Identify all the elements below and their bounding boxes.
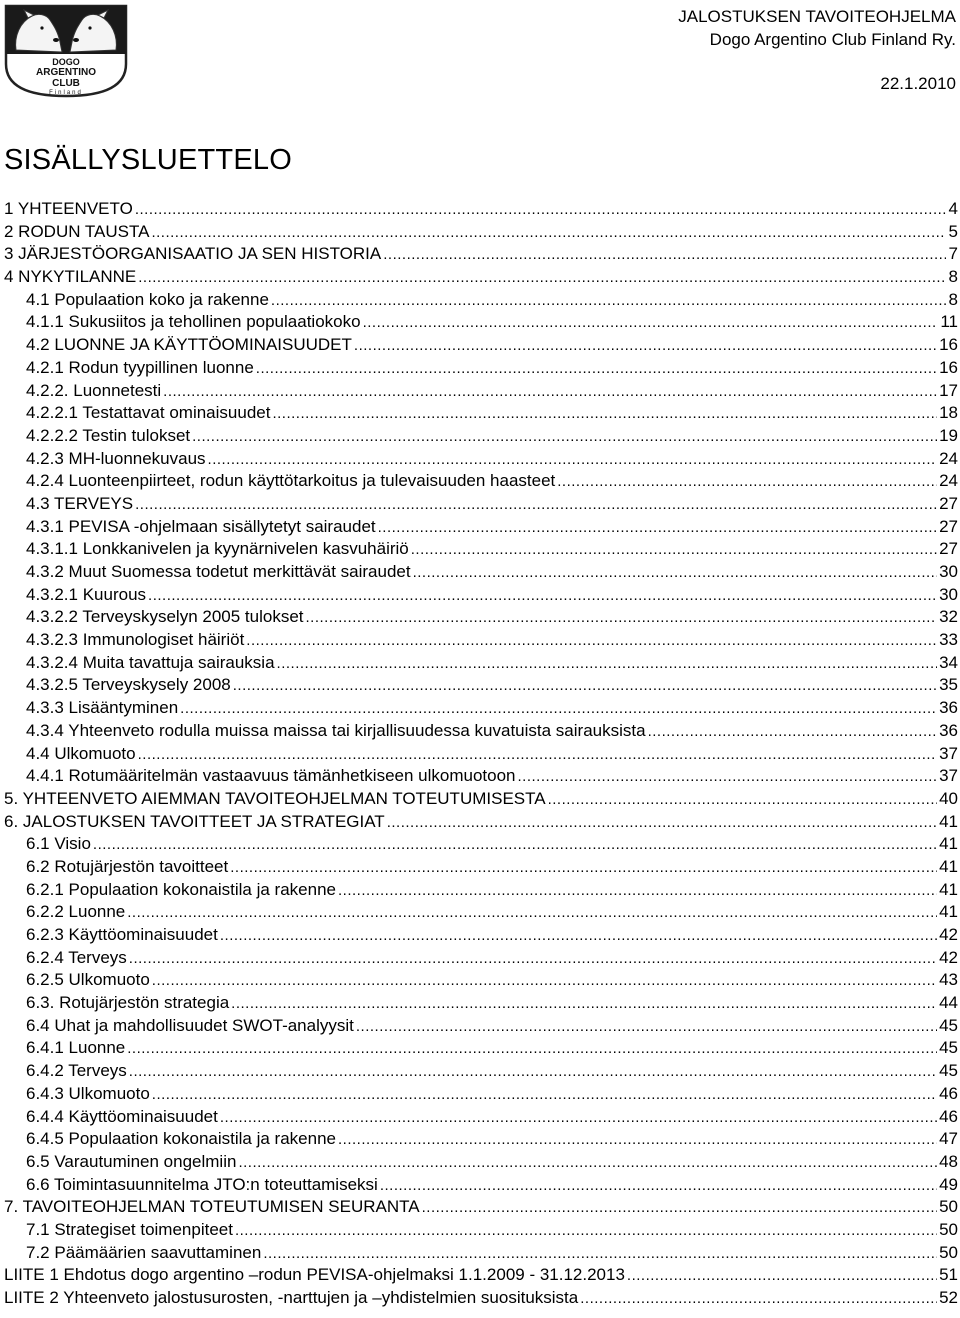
toc-entry-label: 4.2.3 MH-luonnekuvaus — [26, 448, 206, 468]
toc-entry-label: 4.1 Populaation koko ja rakenne — [26, 289, 269, 309]
toc-entry-label: 4.3.2.5 Terveyskysely 2008 — [26, 675, 231, 695]
toc-entry[interactable] — [4, 517, 958, 540]
toc-entry-label: 4.2.2.1 Testattavat ominaisuudet — [26, 403, 271, 423]
toc-dot-leader — [220, 1109, 937, 1126]
toc-entry-page: 34 — [939, 652, 958, 672]
toc-dot-leader — [387, 814, 937, 831]
toc-dot-leader — [413, 564, 937, 581]
toc-entry[interactable] — [4, 721, 958, 744]
toc-entry[interactable] — [4, 222, 958, 245]
toc-dot-leader — [380, 1177, 937, 1194]
toc-dot-leader — [129, 950, 937, 967]
toc-entry-label: 7. TAVOITEOHJELMAN TOTEUTUMISEN SEURANTA — [4, 1197, 420, 1217]
toc-dot-leader — [208, 451, 938, 468]
toc-entry[interactable] — [4, 948, 958, 971]
toc-dot-leader — [151, 224, 946, 241]
toc-entry[interactable] — [4, 993, 958, 1016]
toc-dot-leader — [163, 383, 937, 400]
toc-entry[interactable] — [4, 449, 958, 472]
toc-entry[interactable] — [4, 698, 958, 721]
toc-dot-leader — [648, 723, 938, 740]
toc-entry-label: 4.1.1 Sukusiitos ja tehollinen populaatiokoko — [26, 312, 361, 332]
toc-entry[interactable] — [4, 426, 958, 449]
toc-entry-page: 45 — [939, 1038, 958, 1058]
toc-entry-page: 42 — [939, 947, 958, 967]
toc-entry-page: 36 — [939, 698, 958, 718]
toc-entry-label: 6.4 Uhat ja mahdollisuudet SWOT-analyysit — [26, 1015, 354, 1035]
toc-dot-leader — [231, 995, 937, 1012]
toc-entry-page: 49 — [939, 1174, 958, 1194]
toc-dot-leader — [148, 587, 937, 604]
toc-entry[interactable] — [4, 403, 958, 426]
toc-entry-page: 30 — [939, 562, 958, 581]
toc-entry-page: 37 — [939, 743, 958, 763]
toc-entry-page: 24 — [939, 448, 958, 468]
toc-entry[interactable] — [4, 585, 958, 608]
toc-entry-page: 33 — [939, 630, 958, 650]
toc-dot-leader — [383, 246, 946, 263]
toc-entry-label: LIITE 2 Yhteenveto jalostusurosten, -narttujen ja –yhdistelmien suosituksista — [4, 1288, 579, 1307]
toc-dot-leader — [152, 972, 937, 989]
toc-entry-page: 24 — [939, 471, 958, 491]
toc-entry-page: 41 — [939, 856, 958, 876]
toc-entry-page: 37 — [939, 766, 958, 786]
header-title: JALOSTUKSEN TAVOITEOHJELMA — [678, 7, 956, 26]
toc-entry[interactable] — [4, 880, 958, 903]
toc-entry[interactable] — [4, 789, 958, 812]
club-logo-graphic — [2, 2, 130, 98]
toc-entry-page: 27 — [939, 493, 958, 513]
toc-entry[interactable] — [4, 1175, 958, 1198]
toc-dot-leader — [93, 836, 937, 853]
header-subtitle: Dogo Argentino Club Finland Ry. — [709, 30, 956, 49]
toc-dot-leader — [246, 632, 937, 649]
toc-dot-leader — [235, 1222, 937, 1239]
toc-entry[interactable] — [4, 607, 958, 630]
toc-dot-leader — [220, 927, 937, 944]
document-header — [678, 5, 956, 51]
toc-dot-leader — [356, 1018, 937, 1035]
toc-entry-page: 18 — [939, 403, 958, 423]
toc-entry-page: 41 — [939, 879, 958, 899]
toc-entry-label: 4 NYKYTILANNE — [4, 267, 137, 287]
toc-entry-page: 50 — [939, 1219, 958, 1239]
toc-dot-leader — [411, 541, 937, 558]
toc-entry-page: 41 — [939, 902, 958, 922]
toc-dot-leader — [272, 405, 937, 422]
toc-dot-leader — [548, 791, 937, 808]
logo-text-finland: Finland — [49, 90, 83, 96]
toc-entry-page: 40 — [939, 788, 958, 808]
toc-entry[interactable] — [4, 358, 958, 381]
toc-entry[interactable] — [4, 312, 958, 335]
logo-text-argentino: ARGENTINO — [36, 67, 96, 78]
toc-entry-page: 52 — [939, 1288, 958, 1307]
toc-entry-page: 48 — [939, 1151, 958, 1171]
toc-dot-leader — [338, 882, 937, 899]
toc-entry-page: 50 — [939, 1242, 958, 1262]
toc-entry-label: 4.3.3 Lisääntyminen — [26, 698, 179, 718]
toc-entry-page: 4 — [948, 199, 958, 218]
toc-entry-label: 6.5 Varautuminen ongelmiin — [26, 1151, 237, 1171]
toc-entry[interactable] — [4, 335, 958, 358]
toc-entry-label: 6.2 Rotujärjestön tavoitteet — [26, 856, 229, 876]
toc-entry[interactable] — [4, 653, 958, 676]
toc-entry-page: 19 — [939, 425, 958, 445]
toc-entry-label: 6.2.1 Populaation kokonaistila ja rakenne — [26, 879, 336, 899]
toc-entry-label: 6.2.3 Käyttöominaisuudet — [26, 925, 218, 944]
toc-entry-label: 6.4.3 Ulkomuoto — [26, 1083, 150, 1103]
toc-entry[interactable] — [4, 1084, 958, 1107]
toc-entry-label: 4.4.1 Rotumääritelmän vastaavuus tämänhetkiseen ulkomuotoon — [26, 766, 516, 786]
toc-entry-page: 46 — [939, 1083, 958, 1103]
toc-entry-label: 2 RODUN TAUSTA — [4, 221, 150, 241]
toc-dot-leader — [230, 859, 937, 876]
club-logo — [2, 2, 130, 98]
toc-entry[interactable] — [4, 1038, 958, 1061]
logo-text-dogo: DOGO — [52, 57, 80, 67]
toc-entry-label: 4.2.2.2 Testin tulokset — [26, 425, 191, 445]
toc-entry-page: 8 — [948, 267, 958, 287]
toc-dot-leader — [627, 1267, 937, 1284]
toc-entry-page: 27 — [939, 516, 958, 536]
toc-entry-page: 46 — [939, 1106, 958, 1126]
page-title: SISÄLLYSLUETTELO — [4, 144, 292, 176]
toc-dot-leader — [378, 519, 937, 536]
toc-dot-leader — [152, 1086, 937, 1103]
toc-entry[interactable] — [4, 494, 958, 517]
toc-entry-label: 4.3.1.1 Lonkkanivelen ja kyynärnivelen kasvuhäiriö — [26, 539, 409, 559]
toc-entry[interactable] — [4, 1243, 958, 1266]
toc-entry-page: 32 — [939, 607, 958, 627]
toc-dot-leader — [271, 292, 946, 309]
toc-dot-leader — [422, 1199, 937, 1216]
toc-entry-page: 43 — [939, 970, 958, 990]
toc-dot-leader — [363, 314, 939, 331]
toc-entry[interactable] — [4, 902, 958, 925]
toc-entry-label: 6.2.4 Terveys — [26, 947, 127, 967]
toc-entry-page: 45 — [939, 1061, 958, 1081]
toc-entry-page: 51 — [939, 1265, 958, 1285]
toc-dot-leader — [135, 496, 937, 513]
toc-entry[interactable] — [4, 244, 958, 267]
toc-entry-label: 4.2.4 Luonteenpiirteet, rodun käyttötarkoitus ja tulevaisuuden haasteet — [26, 471, 556, 491]
toc-dot-leader — [354, 337, 937, 354]
logo-text-club: CLUB — [52, 78, 80, 89]
toc-dot-leader — [135, 201, 946, 218]
toc-entry-label: 7.2 Päämäärien saavuttaminen — [26, 1242, 262, 1262]
toc-entry-label: 4.2 LUONNE JA KÄYTTÖOMINAISUUDET — [26, 335, 352, 355]
toc-entry-label: 6.6 Toimintasuunnitelma JTO:n toteuttamiseksi — [26, 1174, 378, 1194]
toc-entry-label: 6.1 Visio — [26, 834, 91, 854]
toc-entry[interactable] — [4, 1288, 958, 1311]
toc-entry[interactable] — [4, 1220, 958, 1243]
toc-entry-page: 17 — [939, 380, 958, 400]
toc-entry[interactable] — [4, 970, 958, 993]
toc-entry-label: 4.4 Ulkomuoto — [26, 743, 136, 763]
toc-entry-page: 5 — [948, 221, 958, 241]
toc-entry-label: 4.3.2.4 Muita tavattuja sairauksia — [26, 652, 275, 672]
toc-dot-leader — [580, 1290, 937, 1307]
toc-entry[interactable] — [4, 766, 958, 789]
toc-entry[interactable] — [4, 834, 958, 857]
toc-entry-label: 6. JALOSTUKSEN TAVOITTEET JA STRATEGIAT — [4, 811, 385, 831]
toc-dot-leader — [192, 428, 937, 445]
toc-entry-label: 5. YHTEENVETO AIEMMAN TAVOITEOHJELMAN TOTEUTUMISESTA — [4, 788, 546, 808]
toc-entry[interactable] — [4, 1107, 958, 1130]
toc-entry-page: 36 — [939, 720, 958, 740]
toc-entry[interactable] — [4, 290, 958, 313]
toc-entry-page: 27 — [939, 539, 958, 559]
toc-entry-label: 4.3.4 Yhteenveto rodulla muissa maissa tai kirjallisuudessa kuvatuista sairauksista — [26, 720, 646, 740]
toc-dot-leader — [263, 1245, 937, 1262]
toc-entry[interactable] — [4, 630, 958, 653]
toc-dot-leader — [127, 1040, 937, 1057]
toc-entry[interactable] — [4, 562, 958, 585]
toc-entry-label: 6.4.2 Terveys — [26, 1061, 127, 1081]
toc-entry-page: 41 — [939, 834, 958, 854]
toc-entry-label: 4.3.2.1 Kuurous — [26, 584, 147, 604]
toc-dot-leader — [127, 904, 937, 921]
toc-entry-label: 7.1 Strategiset toimenpiteet — [26, 1219, 233, 1239]
toc-entry[interactable] — [4, 471, 958, 494]
toc-dot-leader — [277, 655, 938, 672]
toc-dot-leader — [180, 700, 937, 717]
toc-entry-page: 42 — [939, 925, 958, 944]
toc-entry-label: 6.4.5 Populaation kokonaistila ja rakenne — [26, 1129, 336, 1149]
toc-entry-label: LIITE 1 Ehdotus dogo argentino –rodun PEVISA-ohjelmaksi 1.1.2009 - 31.12.2013 — [4, 1265, 625, 1285]
toc-entry-page: 50 — [939, 1197, 958, 1217]
table-of-contents — [4, 199, 958, 1311]
toc-entry[interactable] — [4, 199, 958, 222]
toc-dot-leader — [129, 1063, 937, 1080]
toc-entry[interactable] — [4, 267, 958, 290]
toc-entry-page: 41 — [939, 811, 958, 831]
toc-entry-label: 6.4.1 Luonne — [26, 1038, 126, 1058]
toc-entry-label: 4.3.2.3 Immunologiset häiriöt — [26, 630, 245, 650]
toc-entry-page: 11 — [940, 312, 958, 332]
toc-entry-page: 47 — [939, 1129, 958, 1149]
toc-entry[interactable] — [4, 1129, 958, 1152]
toc-entry[interactable] — [4, 812, 958, 835]
toc-entry-page: 44 — [939, 993, 958, 1013]
toc-entry[interactable] — [4, 857, 958, 880]
toc-entry[interactable] — [4, 1061, 958, 1084]
toc-entry-page: 35 — [939, 675, 958, 695]
toc-entry-page: 30 — [939, 584, 958, 604]
toc-entry-label: 6.2.5 Ulkomuoto — [26, 970, 150, 990]
toc-entry-label: 4.3.1 PEVISA -ohjelmaan sisällytetyt sairaudet — [26, 516, 376, 536]
toc-dot-leader — [138, 269, 946, 286]
header-date: 22.1.2010 — [880, 74, 956, 93]
toc-entry-page: 7 — [948, 244, 958, 264]
toc-dot-leader — [233, 677, 937, 694]
toc-entry-page: 45 — [939, 1015, 958, 1035]
toc-dot-leader — [138, 746, 937, 763]
toc-entry[interactable] — [4, 1016, 958, 1039]
toc-dot-leader — [238, 1154, 937, 1171]
toc-entry[interactable] — [4, 1265, 958, 1288]
toc-entry[interactable] — [4, 1197, 958, 1220]
toc-entry-label: 4.2.2. Luonnetesti — [26, 380, 162, 400]
toc-entry-page: 16 — [939, 357, 958, 377]
toc-dot-leader — [256, 360, 937, 377]
toc-entry[interactable] — [4, 1152, 958, 1175]
toc-entry-page: 8 — [948, 289, 958, 309]
toc-entry-label: 4.3.2.2 Terveyskyselyn 2005 tulokset — [26, 607, 304, 627]
toc-entry[interactable] — [4, 675, 958, 698]
toc-dot-leader — [518, 768, 938, 785]
toc-entry-label: 4.2.1 Rodun tyypillinen luonne — [26, 357, 254, 377]
toc-entry-label: 6.2.2 Luonne — [26, 902, 126, 922]
toc-entry-label: 1 YHTEENVETO — [4, 199, 133, 218]
toc-dot-leader — [306, 609, 938, 626]
toc-entry-label: 4.3.2 Muut Suomessa todetut merkittävät sairaudet — [26, 562, 411, 581]
toc-entry[interactable] — [4, 539, 958, 562]
toc-entry-label: 6.4.4 Käyttöominaisuudet — [26, 1106, 218, 1126]
toc-entry[interactable] — [4, 381, 958, 404]
toc-dot-leader — [557, 473, 937, 490]
toc-entry-page: 16 — [939, 335, 958, 355]
toc-entry-label: 3 JÄRJESTÖORGANISAATIO JA SEN HISTORIA — [4, 244, 382, 264]
toc-entry[interactable] — [4, 744, 958, 767]
toc-entry[interactable] — [4, 925, 958, 948]
toc-entry-label: 4.3 TERVEYS — [26, 493, 134, 513]
toc-dot-leader — [338, 1131, 937, 1148]
toc-entry-label: 6.3. Rotujärjestön strategia — [26, 993, 230, 1013]
